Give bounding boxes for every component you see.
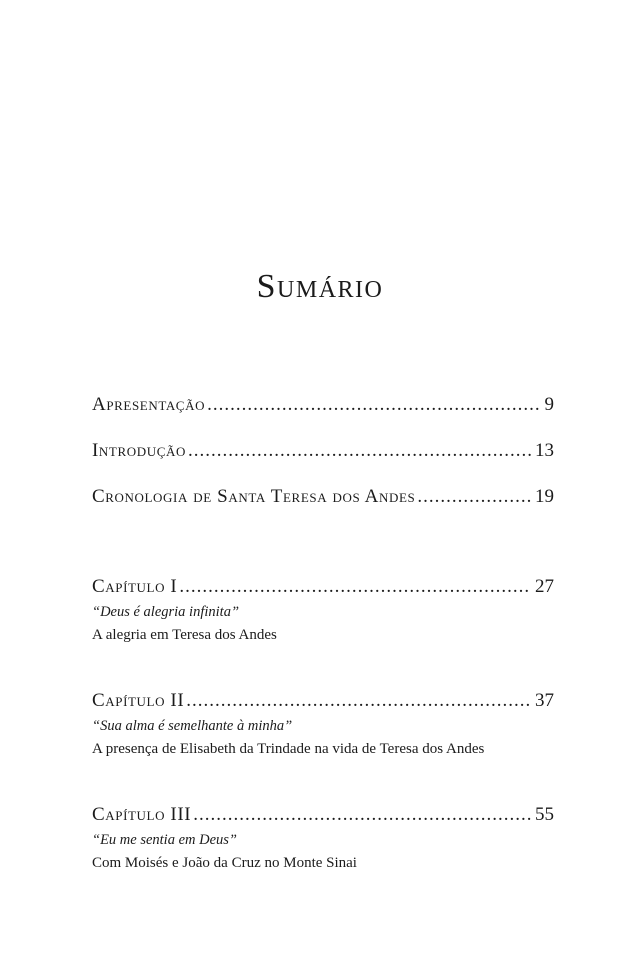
toc-chapter-quote: “Eu me sentia em Deus” — [92, 832, 237, 848]
toc-chapter-label: Capítulo III — [92, 804, 192, 825]
toc-chapter-row — [92, 803, 554, 827]
toc-chapter-2[interactable] — [92, 689, 554, 759]
dot-leader — [417, 485, 531, 509]
toc-entry-label: Cronologia de Santa Teresa dos Andes — [92, 486, 416, 507]
toc-chapter-subtitle: A alegria em Teresa dos Andes — [92, 627, 277, 643]
toc-entry-page: 13 — [535, 440, 554, 461]
toc-entry-label: Apresentação — [92, 394, 206, 415]
toc-chapter-label: Capítulo II — [92, 690, 185, 711]
toc-chapter-page: 27 — [535, 576, 554, 597]
dot-leader — [207, 393, 540, 417]
toc-entry-row — [92, 393, 554, 417]
toc-chapter-quote: “Deus é alegria infinita” — [92, 604, 240, 620]
toc-entry-cronologia[interactable] — [92, 485, 554, 509]
toc-entry-label: Introdução — [92, 440, 186, 461]
toc-entry-row — [92, 485, 554, 509]
dot-leader — [179, 575, 531, 599]
toc-chapter-label: Capítulo I — [92, 576, 178, 597]
toc-chapter-page: 55 — [535, 804, 554, 825]
toc-chapter-subtitle: A presença de Elisabeth da Trindade na vida de Teresa dos Andes — [92, 741, 485, 757]
toc-chapter-subtitle: Com Moisés e João da Cruz no Monte Sinai — [92, 855, 357, 871]
toc-entry-introducao[interactable] — [92, 439, 554, 463]
toc-entry-apresentacao[interactable] — [92, 393, 554, 417]
toc-chapter-1[interactable] — [92, 575, 554, 645]
toc-chapter-3[interactable] — [92, 803, 554, 873]
toc-chapter-row — [92, 575, 554, 599]
toc-entry-row — [92, 439, 554, 463]
page-title: Sumário — [256, 268, 384, 305]
dot-leader — [188, 439, 531, 463]
toc-chapter-page: 37 — [535, 690, 554, 711]
toc-chapter-quote: “Sua alma é semelhante à minha” — [92, 718, 293, 734]
dot-leader — [193, 803, 531, 827]
dot-leader — [186, 689, 531, 713]
toc-entry-page: 19 — [535, 486, 554, 507]
toc-chapter-row — [92, 689, 554, 713]
toc-entry-page: 9 — [544, 394, 554, 415]
